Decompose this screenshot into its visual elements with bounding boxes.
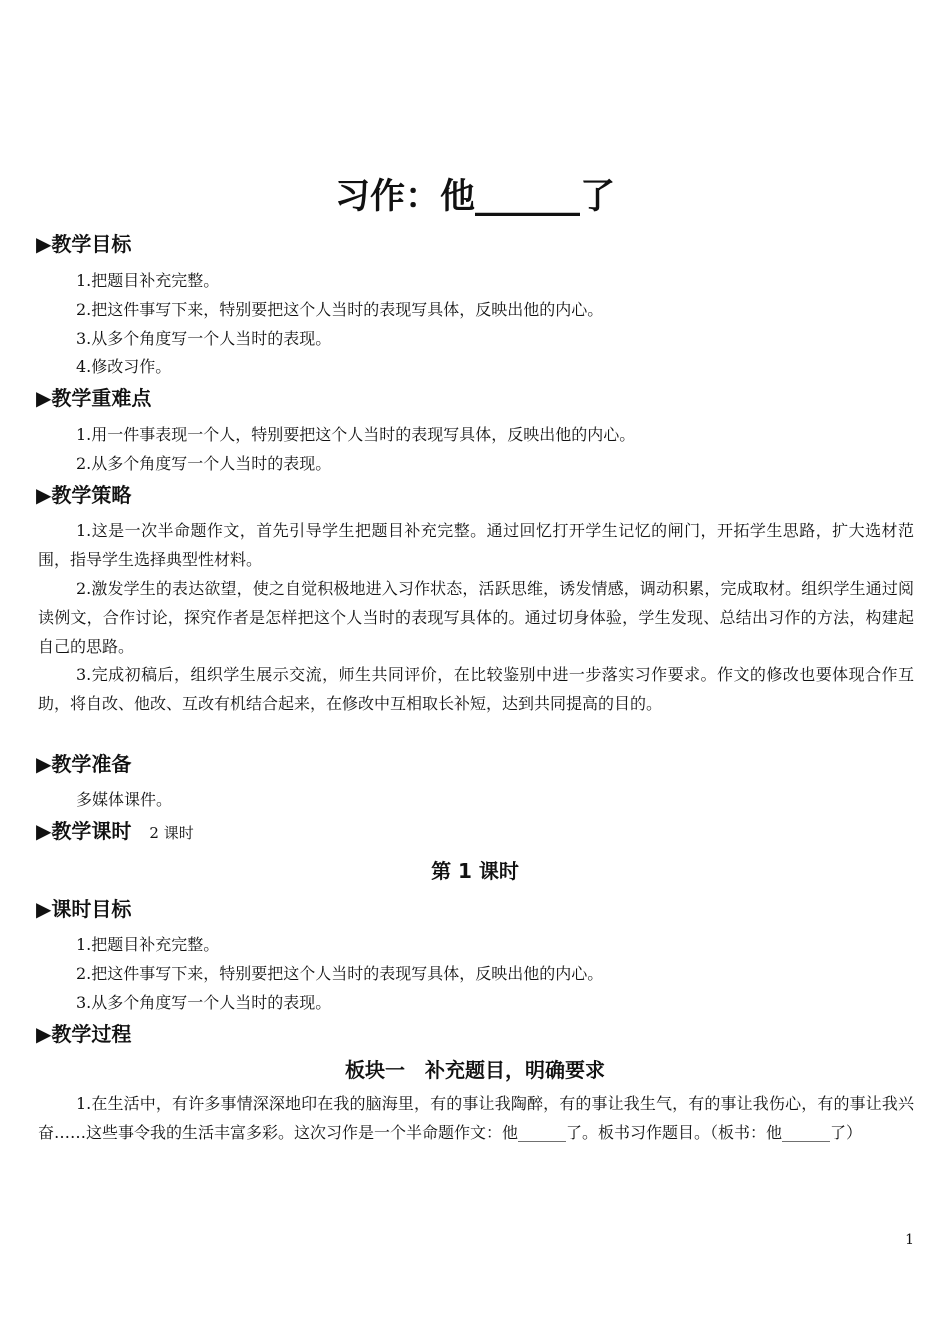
key-point-item: 2.从多个角度写一个人当时的表现。 xyxy=(76,454,332,473)
goal-item: 3.从多个角度写一个人当时的表现。 xyxy=(76,329,332,348)
heading-teaching-goals: ▶教学目标 xyxy=(36,232,132,256)
block-title: 板块一 补充题目，明确要求 xyxy=(345,1058,605,1082)
heading-key-points: ▶教学重难点 xyxy=(36,386,152,410)
page-number: 1 xyxy=(905,1232,914,1248)
block-text: 1.在生活中，有许多事情深深地印在我的脑海里，有的事让我陶醉，有的事让我生气，有的事让我伤心，有的事让我兴奋……这些事令我的生活丰富多彩。这次习作是一个半命题作文：他______了。板书习作题目。（板书：他______了） xyxy=(38,1094,914,1142)
heading-strategy: ▶教学策略 xyxy=(36,483,132,507)
strategy-item: 2.激发学生的表达欲望，使之自觉积极地进入习作状态，活跃思维，诱发情感，调动积累，完成取材。组织学生通过阅读例文，合作讨论，探究作者是怎样把这个人当时的表现写具体的。通过切身体验，学生发现、总结出习作的方法，构建起自己的思路。 xyxy=(38,579,914,656)
strategy-item: 1.这是一次半命题作文，首先引导学生把题目补充完整。通过回忆打开学生记忆的闸门，开拓学生思路，扩大选材范围，指导学生选择典型性材料。 xyxy=(38,521,914,569)
hours-value: 2 课时 xyxy=(149,824,194,842)
heading-lesson-goals: ▶课时目标 xyxy=(36,897,132,921)
lesson-goal-item: 1.把题目补充完整。 xyxy=(76,935,220,954)
heading-preparation: ▶教学准备 xyxy=(36,752,132,776)
key-point-item: 1.用一件事表现一个人，特别要把这个人当时的表现写具体，反映出他的内心。 xyxy=(76,425,636,444)
hours-label: ▶教学课时 xyxy=(36,819,132,843)
goal-item: 2.把这件事写下来，特别要把这个人当时的表现写具体，反映出他的内心。 xyxy=(76,300,604,319)
heading-hours xyxy=(36,816,194,848)
goal-item: 1.把题目补充完整。 xyxy=(76,271,220,290)
heading-process: ▶教学过程 xyxy=(36,1022,132,1046)
lesson-goal-item: 3.从多个角度写一个人当时的表现。 xyxy=(76,993,332,1012)
preparation-text: 多媒体课件。 xyxy=(76,790,173,809)
lesson-title: 第 1 课时 xyxy=(431,859,519,883)
strategy-item: 3.完成初稿后，组织学生展示交流，师生共同评价，在比较鉴别中进一步落实习作要求。作文的修改也要体现合作互助，将自改、他改、互改有机结合起来，在修改中互相取长补短，达到共同提高的目的。 xyxy=(38,665,914,713)
document-title: 习作：他______了 xyxy=(334,177,615,217)
goal-item: 4.修改习作。 xyxy=(76,357,172,376)
lesson-goal-item: 2.把这件事写下来，特别要把这个人当时的表现写具体，反映出他的内心。 xyxy=(76,964,604,983)
